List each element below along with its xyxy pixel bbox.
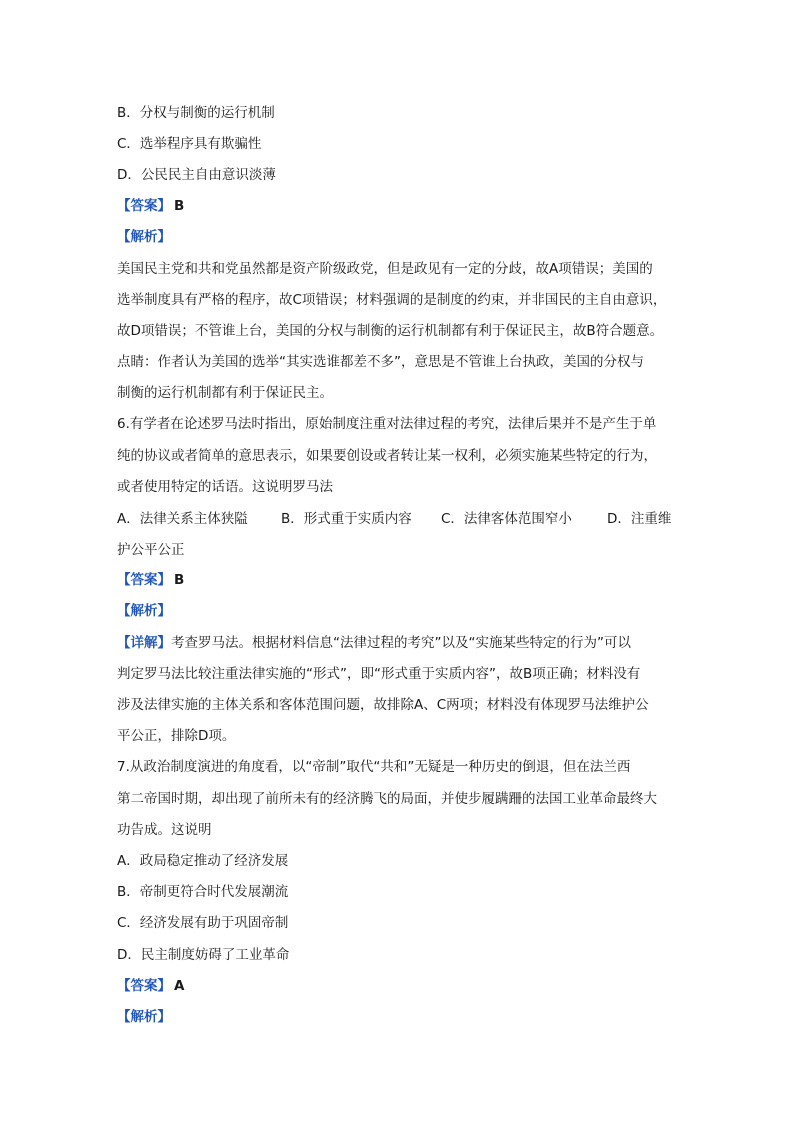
q6-options-row	[117, 509, 677, 529]
answer-value: B	[174, 572, 185, 588]
q6-option-c: C．法律客体范围窄小	[441, 511, 572, 527]
q7-option-a: A．政局稳定推动了经济发展	[117, 853, 289, 869]
q6-option-a: A．法律关系主体狭隘	[117, 511, 248, 527]
q6-detail-text: 考查罗马法。根据材料信息“法律过程的考究”以及“实施某些特定的行为”可以	[171, 635, 631, 651]
q6-detail-line: 判定罗马法比较注重法律实施的“形式”，即“形式重于实质内容”，故B项正确；材料没有	[117, 666, 641, 682]
q7-stem-line: 7.从政治制度演进的角度看，以“帝制”取代“共和”无疑是一种历史的倒退，但在法兰西	[117, 759, 631, 775]
q6-stem-line: 或者使用特定的话语。这说明罗马法	[117, 479, 333, 495]
q5-analysis-line: 制衡的运行机制都有利于保证民主。	[117, 385, 333, 401]
q5-analysis-line: 点睛：作者认为美国的选举“其实选谁都差不多”，意思是不管谁上台执政，美国的分权与	[117, 354, 644, 370]
q6-stem-line: 6.有学者在论述罗马法时指出，原始制度注重对法律过程的考究，法律后果并不是产生于单	[117, 416, 657, 432]
q7-option-c: C．经济发展有助于巩固帝制	[117, 915, 289, 931]
q6-option-d: D．注重维	[607, 511, 672, 527]
q7-analysis-tag: 【解析】	[117, 1009, 171, 1025]
answer-tag: 【答案】	[117, 198, 171, 214]
answer-tag: 【答案】	[117, 978, 171, 994]
q5-analysis-line: 选举制度具有严格的程序，故C项错误；材料强调的是制度的约束，并非国民的主自由意识，	[117, 292, 667, 308]
q6-answer	[117, 570, 184, 590]
q6-detail-line	[117, 633, 631, 653]
answer-tag: 【答案】	[117, 572, 171, 588]
q5-option-c: C．选举程序具有欺骗性	[117, 136, 262, 152]
q6-analysis-tag: 【解析】	[117, 603, 171, 619]
q5-analysis-line: 故D项错误；不管谁上台，美国的分权与制衡的运行机制都有利于保证民主，故B符合题意。	[117, 323, 664, 339]
q7-stem-line: 功告成。这说明	[117, 822, 212, 838]
q6-option-b: B．形式重于实质内容	[281, 511, 412, 527]
q6-option-wrap: 护公平公正	[117, 542, 185, 558]
q6-stem-line: 纯的协议或者简单的意思表示，如果要创设或者转让某一权利，必须实施某些特定的行为，	[117, 448, 657, 464]
q5-analysis-tag: 【解析】	[117, 229, 171, 245]
answer-value: A	[174, 978, 185, 994]
answer-value: B	[174, 198, 185, 214]
q5-analysis-line: 美国民主党和共和党虽然都是资产阶级政党，但是政见有一定的分歧，故A项错误；美国的	[117, 261, 653, 277]
q5-option-d: D．公民民主自由意识淡薄	[117, 167, 276, 183]
q7-option-b: B．帝制更符合时代发展潮流	[117, 884, 289, 900]
q6-detail-line: 涉及法律实施的主体关系和客体范围问题，故排除A、C两项；材料没有体现罗马法维护公	[117, 697, 649, 713]
detail-tag: 【详解】	[117, 635, 171, 651]
q5-option-b: B．分权与制衡的运行机制	[117, 105, 275, 121]
q6-detail-line: 平公正，排除D项。	[117, 728, 236, 744]
q7-option-d: D．民主制度妨碍了工业革命	[117, 947, 290, 963]
q5-answer	[117, 196, 184, 216]
q7-stem-line: 第二帝国时期，却出现了前所未有的经济腾飞的局面，并使步履蹒跚的法国工业革命最终大	[117, 791, 657, 807]
q7-answer	[117, 976, 184, 996]
